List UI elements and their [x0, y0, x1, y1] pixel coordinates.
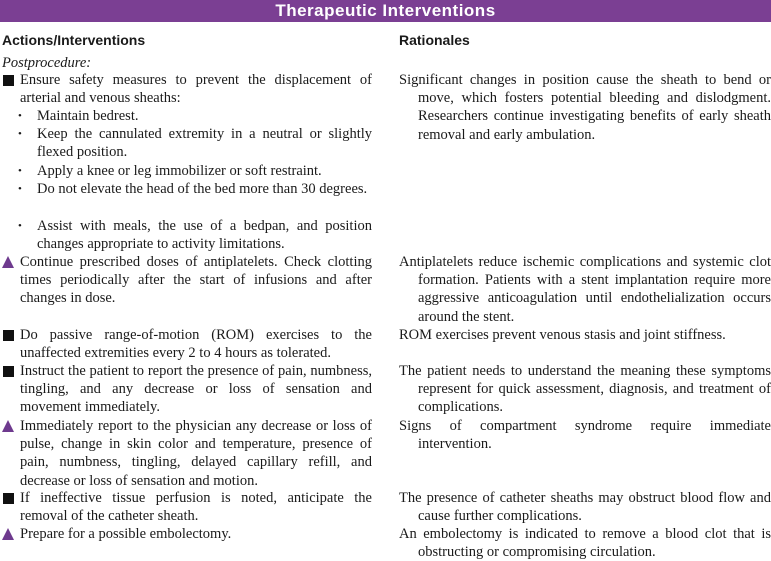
- rationale-text: The patient needs to understand the meaning these symptoms represent for quick assessment, diagnosis, and treatment of complications.: [399, 363, 771, 416]
- rationale-text: The presence of catheter sheaths may obstruct blood flow and cause further complications.: [399, 490, 771, 525]
- action-text: Do passive range-of-motion (ROM) exercises to the unaffected extremities every 2 to 4 hours as tolerated.: [20, 327, 372, 362]
- rationale-text: Antiplatelets reduce ischemic complications and systemic clot formation. Patients with a stent implantation require more aggressive anticoagulation until endothelialization occurs around the stent.: [399, 254, 771, 325]
- sub-item: [18, 180, 372, 198]
- rationale-text: An embolectomy is indicated to remove a blood clot that is obstructing or compromising circulation.: [399, 526, 771, 561]
- action-text: If ineffective tissue perfusion is noted, anticipate the removal of the catheter sheath.: [20, 490, 372, 525]
- action-item: [2, 417, 372, 490]
- action-text: Ensure safety measures to prevent the displacement of arterial and venous sheaths:: [20, 72, 372, 107]
- rationale-text: ROM exercises prevent venous stasis and joint stiffness.: [399, 327, 726, 343]
- bullet-dot-icon: •: [18, 165, 22, 177]
- action-item: [2, 71, 372, 107]
- action-text: Instruct the patient to report the presence of pain, numbness, tingling, and any decrease or loss of sensation and movement immediately.: [20, 363, 372, 416]
- postprocedure-label: Postprocedure:: [2, 55, 92, 71]
- triangle-bullet-icon: [2, 528, 14, 540]
- triangle-bullet-icon: [2, 256, 14, 268]
- square-bullet-icon: [3, 493, 14, 504]
- sub-item: [18, 217, 372, 253]
- sub-item-text: Maintain bedrest.: [37, 108, 139, 124]
- triangle-bullet-icon: [2, 420, 14, 432]
- bullet-dot-icon: •: [18, 183, 22, 195]
- action-item: [2, 489, 372, 525]
- sub-item: [18, 162, 372, 180]
- action-text: Prepare for a possible embolectomy.: [20, 526, 232, 542]
- sub-item-text: Keep the cannulated extremity in a neutral or slightly flexed position.: [37, 126, 372, 161]
- action-item: [2, 326, 372, 362]
- action-text: Continue prescribed doses of antiplatelets. Check clotting times periodically after the start of infusions and after changes in dose.: [20, 254, 372, 307]
- sub-item-text: Apply a knee or leg immobilizer or soft restraint.: [37, 163, 322, 179]
- sub-item: [18, 125, 372, 161]
- rationale-text: Signs of compartment syndrome require immediate intervention.: [399, 418, 771, 453]
- action-text: Immediately report to the physician any decrease or loss of pulse, change in skin color and temperature, presence of pain, numbness, tingling, delayed capillary refill, and decrease or loss of sensation and motion.: [20, 418, 372, 489]
- action-item: [2, 362, 372, 417]
- sub-item: [18, 107, 372, 125]
- bullet-dot-icon: •: [18, 220, 22, 232]
- bullet-dot-icon: •: [18, 110, 22, 122]
- bullet-dot-icon: •: [18, 128, 22, 140]
- section-banner: Therapeutic Interventions: [0, 0, 771, 22]
- sub-item-text: Do not elevate the head of the bed more than 30 degrees.: [37, 181, 368, 197]
- square-bullet-icon: [3, 330, 14, 341]
- rationale-text: Significant changes in position cause the sheath to bend or move, which fosters potential bleeding and dislodgment. Researchers continue investigating benefits of early sheath removal and early ambulation.: [399, 72, 771, 143]
- square-bullet-icon: [3, 75, 14, 86]
- action-item: [2, 525, 372, 543]
- action-item: [2, 253, 372, 308]
- actions-column-header: Actions/Interventions: [2, 32, 146, 48]
- sub-item-text: Assist with meals, the use of a bedpan, and position changes appropriate to activity limitations.: [37, 218, 372, 253]
- square-bullet-icon: [3, 366, 14, 377]
- rationales-column-header: Rationales: [399, 32, 470, 48]
